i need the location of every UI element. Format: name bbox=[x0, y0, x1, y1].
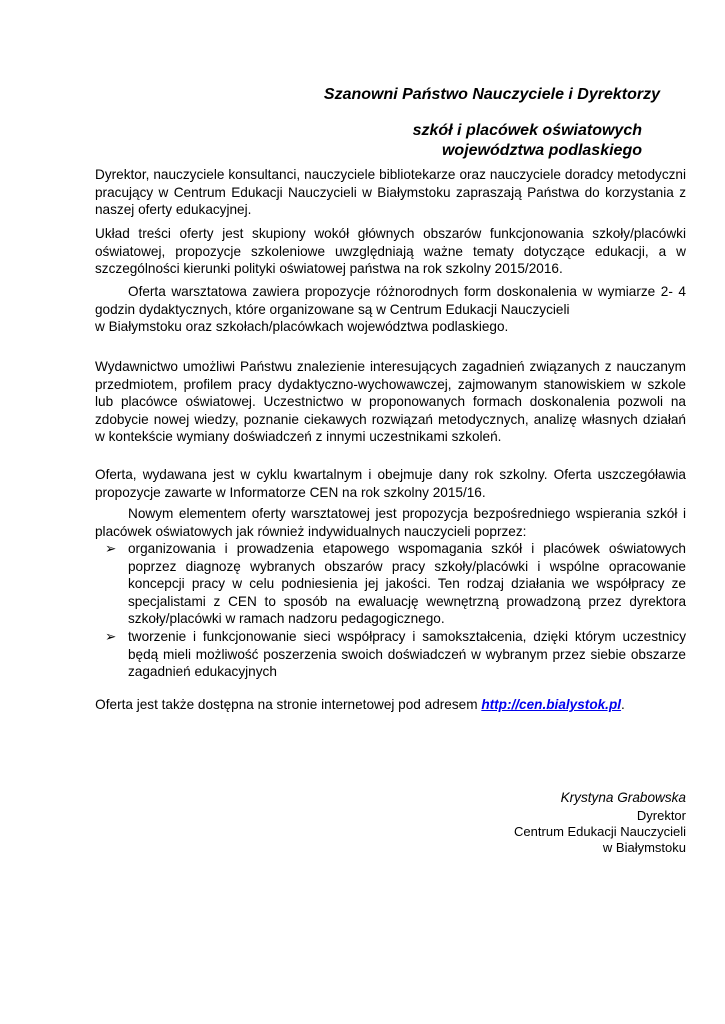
workshop-paragraph bbox=[95, 283, 686, 336]
paragraph-2: Układ treści oferty jest skupiony wokół głównych obszarów funkcjonowania szkoły/placówki oświatowej, propozycje szkoleniowe uwzględniają ważne tematy dotyczące edukacji, a w szczególności kierunki polityki oświatowej państwa na rok szkolny 2015/2016. bbox=[95, 226, 686, 277]
signature-city: w Białymstoku bbox=[602, 840, 686, 855]
bullet-item-network bbox=[105, 628, 686, 681]
bullet-list bbox=[105, 540, 686, 681]
paragraph-6: Nowym elementem oferty warsztatowej jest propozycja bezpośredniego wspierania szkół i placówek oświatowych jak również indywidualnych nauczycieli poprzez: bbox=[95, 506, 686, 539]
intro-paragraph bbox=[95, 166, 686, 219]
signature-title: Dyrektor bbox=[636, 808, 686, 823]
arrow-bullet-icon: ➢ bbox=[105, 541, 117, 556]
website-note-suffix: . bbox=[621, 697, 625, 712]
paragraph-1: Dyrektor, nauczyciele konsultanci, nauczyciele bibliotekarze oraz nauczyciele doradcy metodyczni pracujący w Centrum Edukacji Nauczycieli w Białymstoku zapraszają Państwa do korzystania z naszej oferty edukacyjnej. bbox=[95, 167, 686, 218]
paragraph-5: Oferta, wydawana jest w cyklu kwartalnym i obejmuje dany rok szkolny. Oferta uszczegóławia propozycje zawarte w Informatorze CEN na rok szkolny 2015/16. bbox=[95, 467, 686, 500]
bullet-item-support bbox=[105, 540, 686, 628]
arrow-bullet-icon: ➢ bbox=[105, 628, 117, 644]
publication-paragraph bbox=[95, 358, 686, 446]
heading-line-2: szkół i placówek oświatowych bbox=[412, 122, 642, 139]
paragraph-4: Wydawnictwo umożliwi Państwu znalezienie interesujących zagadnień związanych z nauczanym przedmiotem, profilem pracy dydaktyczno-wychowawczej, zajmowanym stanowiskiem w szkole lub placówce oświatowej. Uczestnictwo w proponowanych formach doskonalenia pozwoli na zdobycie nowej wiedzy, poznanie ciekawych rozwiązań metodycznych, analizę własnych działań w kontekście wymiany doświadczeń z innymi uczestnikami szkoleń. bbox=[95, 359, 686, 445]
paragraph-3: Oferta warsztatowa zawiera propozycje różnorodnych form doskonalenia w wymiarze 2- 4 godzin dydaktycznych, które organizowane są w Centrum Edukacji Nauczycieli bbox=[95, 284, 686, 317]
heading-line-3: województwa podlaskiego bbox=[441, 142, 642, 159]
website-link[interactable]: http://cen.bialystok.pl bbox=[481, 697, 622, 712]
paragraph-3-continued: w Białymstoku oraz szkołach/placówkach województwa podlaskiego. bbox=[95, 319, 509, 335]
website-note bbox=[60, 697, 660, 712]
bullet-text-2: tworzenie i funkcjonowanie sieci współpracy i samokształcenia, dzięki którym uczestnicy będą mieli możliwość poszerzenia swoich doświadczeń w wybranym przez siebie obszarze zagadnień edukacyjnych bbox=[128, 628, 686, 680]
heading-line-1: Szanowni Państwo Nauczyciele i Dyrektorzy bbox=[323, 86, 660, 103]
website-note-text: Oferta jest także dostępna na stronie internetowej pod adresem bbox=[95, 697, 482, 712]
bullet-text-1: organizowania i prowadzenia etapowego wspomagania szkół i placówek oświatowych poprzez diagnozę wybranych obszarów pracy szkoły/placówki i wspólne opracowanie koncepcji pracy w celu podniesienia jej jakości. Ten rodzaj działania we współpracy ze specjalistami z CEN to sposób na ewaluację wewnętrzną prowadzoną przez dyrektora szkoły/placówki w ramach nadzoru pedagogicznego. bbox=[128, 541, 686, 627]
offer-paragraph bbox=[95, 466, 686, 501]
signature-org: Centrum Edukacji Nauczycieli bbox=[514, 824, 686, 839]
new-element-paragraph bbox=[95, 505, 686, 540]
scope-paragraph bbox=[95, 225, 686, 278]
signature-name: Krystyna Grabowska bbox=[560, 790, 686, 805]
